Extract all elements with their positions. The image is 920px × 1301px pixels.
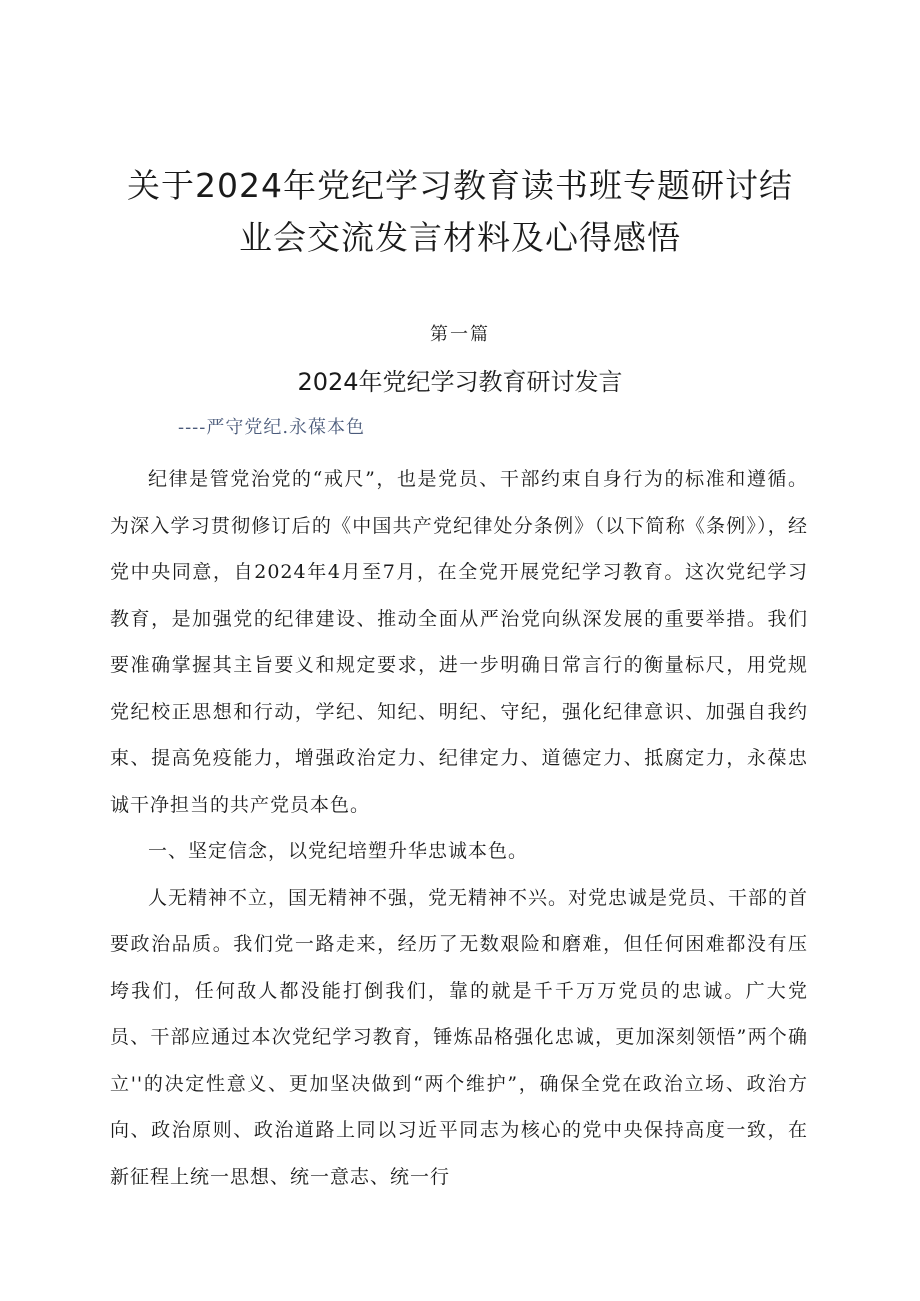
section-title: 2024年党纪学习教育研讨发言 bbox=[297, 368, 623, 396]
section-number: 第一篇 bbox=[430, 324, 490, 345]
document-title bbox=[80, 160, 840, 264]
section-subtitle: ----严守党纪.永葆本色 bbox=[178, 417, 366, 438]
paragraph-heading: 一、坚定信念，以党纪培塑升华忠诚本色。 bbox=[148, 840, 529, 862]
body-text bbox=[110, 456, 808, 1200]
document-title-line-2: 业会交流发言材料及心得感悟 bbox=[239, 218, 681, 257]
document-title-line-1: 关于2024年党纪学习教育读书班专题研讨结 bbox=[127, 166, 793, 205]
paragraph: 人无精神不立，国无精神不强，党无精神不兴。对党忠诚是党员、干部的首要政治品质。我们党一路走来，经历了无数艰险和磨难，但任何困难都没有压垮我们，任何敌人都没能打倒我们，靠的就是千千万万党员的忠诚。广大党员、干部应通过本次党纪学习教育，锤炼品格强化忠诚，更加深刻领悟”两个确立''的决定性意义、更加坚决做到“两个维护”，确保全党在政治立场、政治方向、政治原则、政治道路上同以习近平同志为核心的党中央保持高度一致，在新征程上统一思想、统一意志、统一行 bbox=[110, 886, 809, 1188]
paragraph: 纪律是管党治党的“戒尺”，也是党员、干部约束自身行为的标准和遵循。为深入学习贯彻修订后的《中国共产党纪律处分条例》（以下简称《条例》），经党中央同意，自2024年4月至7月，在全党开展党纪学习教育。这次党纪学习教育，是加强党的纪律建设、推动全面从严治党向纵深发展的重要举措。我们要准确掌握其主旨要义和规定要求，进一步明确日常言行的衡量标尺，用党规党纪校正思想和行动，学纪、知纪、明纪、守纪，强化纪律意识、加强自我约束、提高免疫能力，增强政治定力、纪律定力、道德定力、抵腐定力，永葆忠诚干净担当的共产党员本色。 bbox=[110, 468, 808, 816]
